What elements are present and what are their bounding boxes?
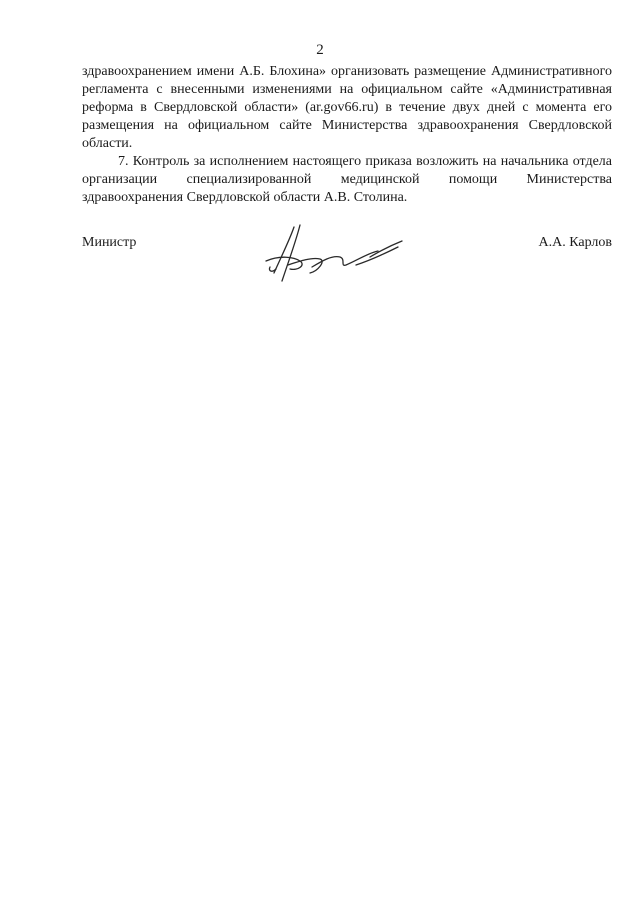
paragraph-continuation: здравоохранением имени А.Б. Блохина» организовать размещение Административного регламента с внесенными изменениями на официальном сайте «Административная реформа в Свердловской области» (ar.gov66.ru) в течение двух дней с момента его размещения на официальном сайте Министерства здравоохранения Свердловской области.: [82, 64, 612, 151]
handwritten-signature: [260, 221, 420, 291]
signer-name: А.А. Карлов: [538, 235, 612, 250]
document-body: [82, 63, 612, 207]
page-number: 2: [316, 42, 324, 58]
signature-block: [82, 235, 612, 305]
paragraph-item-7: 7. Контроль за исполнением настоящего приказа возложить на начальника отдела организации специализированной медицинской помощи Министерства здравоохранения Свердловской области А.В. Столина.: [82, 154, 612, 205]
signer-role: Министр: [82, 235, 137, 250]
